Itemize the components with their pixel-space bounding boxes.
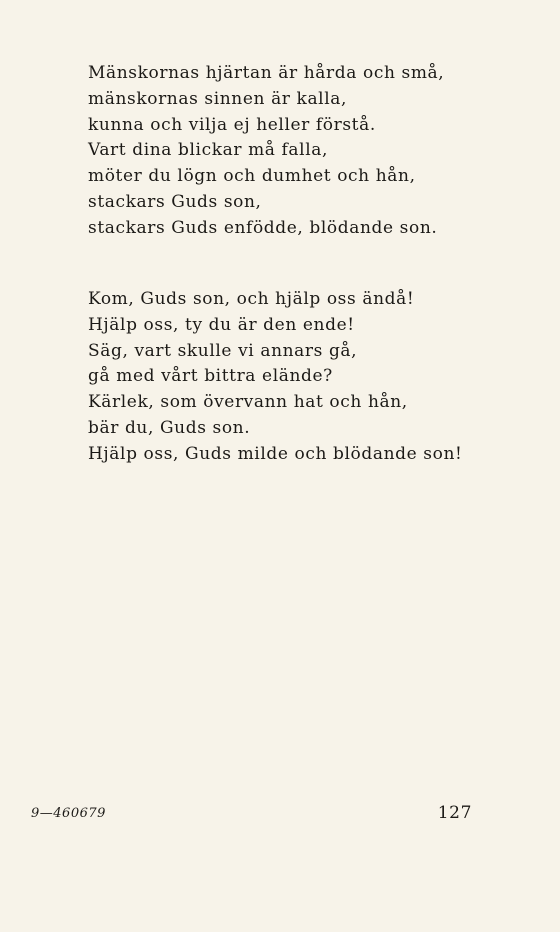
page-number: 127: [437, 803, 472, 823]
stanza-2: [88, 287, 462, 468]
poem-line: gå med vårt bittra elände?: [88, 366, 333, 387]
poem-line: kunna och vilja ej heller förstå.: [88, 114, 376, 135]
stanza-1: [88, 61, 444, 242]
poem-line: Hjälp oss, ty du är den ende!: [88, 314, 355, 335]
poem-line: Kärlek, som övervann hat och hån,: [88, 392, 408, 413]
poem-line: Mänskornas hjärtan är hårda och små,: [88, 63, 445, 83]
poem-line: Kom, Guds son, och hjälp oss ändå!: [88, 289, 415, 309]
poem-line: mänskornas sinnen är kalla,: [88, 88, 347, 109]
poem-line: Säg, vart skulle vi annars gå,: [88, 340, 358, 361]
poem-line: stackars Guds enfödde, blödande son.: [88, 217, 438, 238]
poem-line: Hjälp oss, Guds milde och blödande son!: [88, 443, 463, 464]
poem-line: bär du, Guds son.: [88, 417, 251, 438]
printer-signature: 9—460679: [31, 806, 106, 821]
poem-line: stackars Guds son,: [88, 191, 262, 212]
poem-line: möter du lögn och dumhet och hån,: [88, 166, 416, 187]
poem-line: Vart dina blickar må falla,: [88, 140, 328, 161]
